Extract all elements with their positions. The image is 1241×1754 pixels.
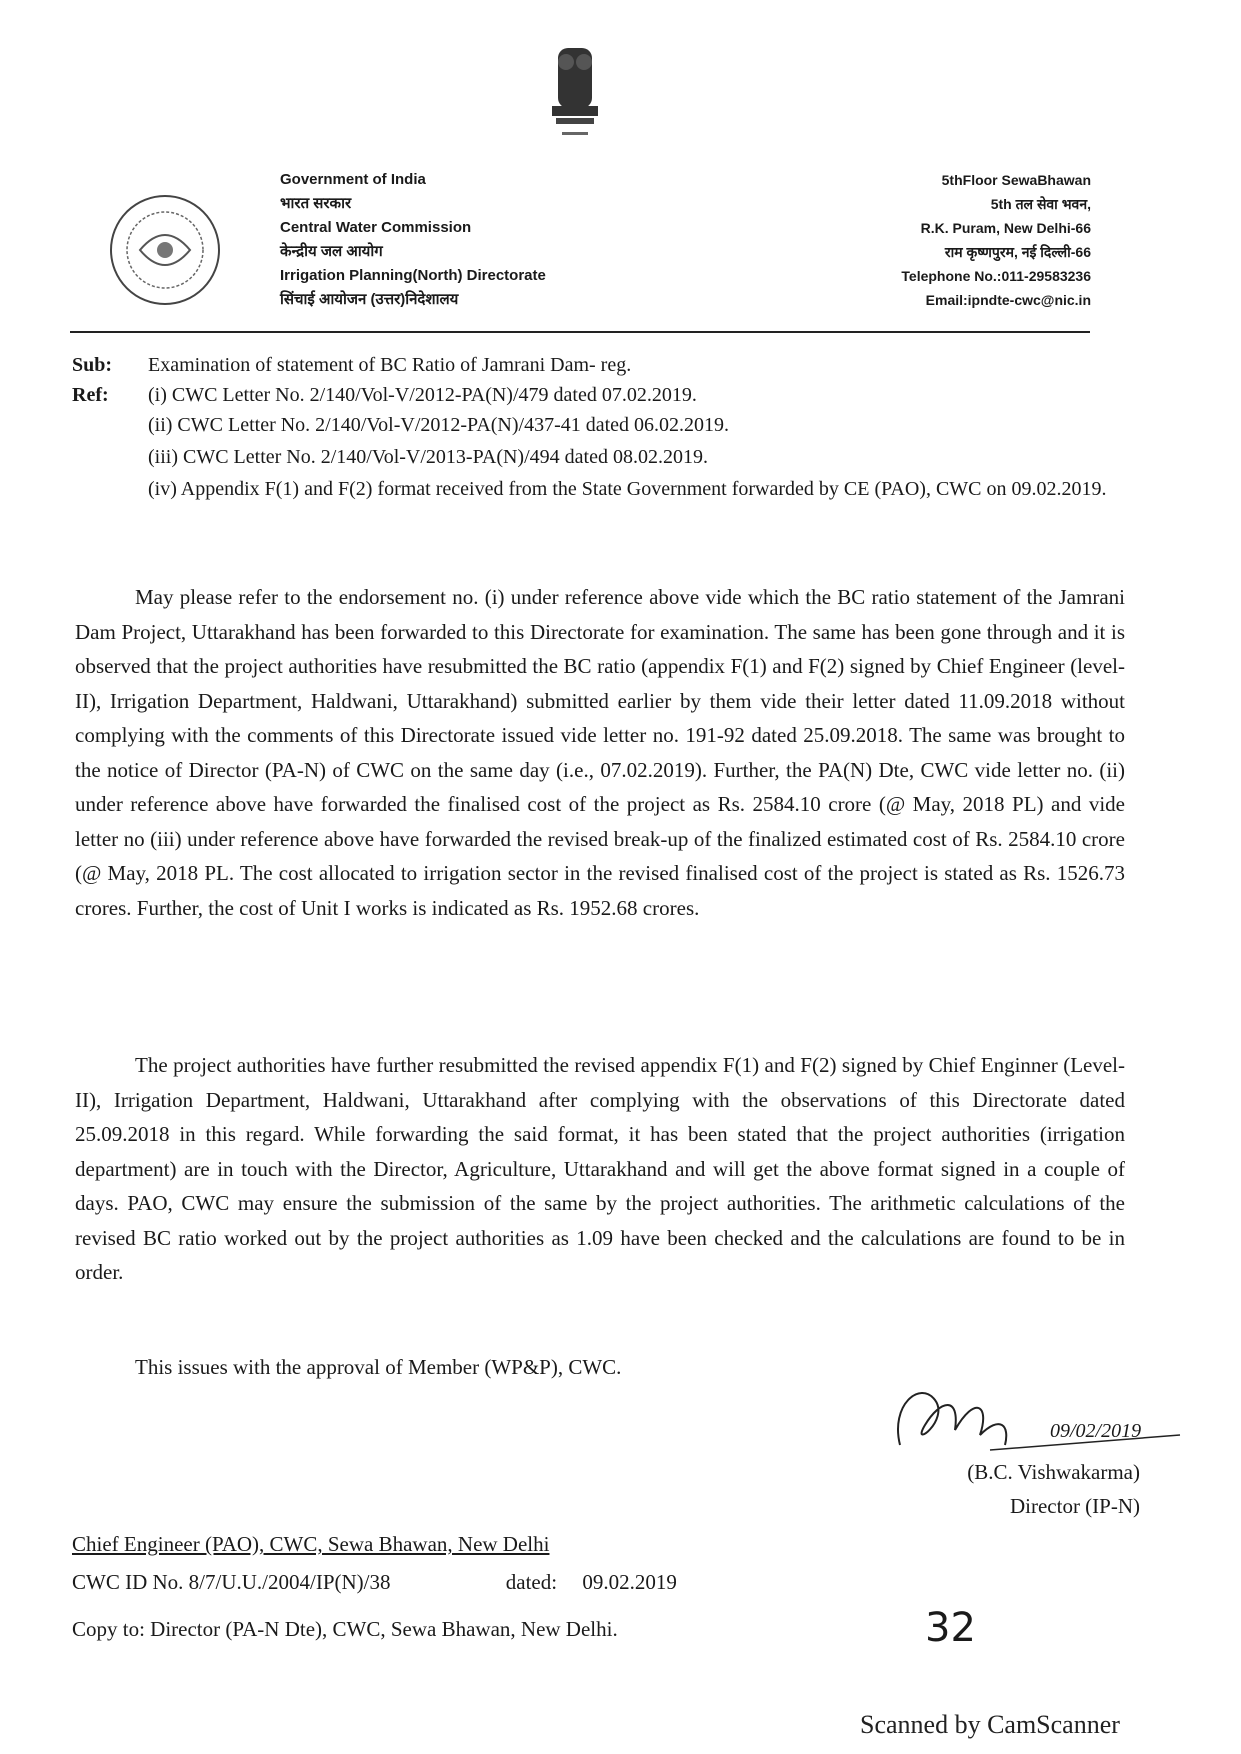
header-directorate-en: Irrigation Planning(North) Directorate bbox=[280, 267, 546, 284]
cwc-id-number: CWC ID No. 8/7/U.U./2004/IP(N)/38 bbox=[72, 1570, 391, 1594]
dated-label: dated: bbox=[505, 1570, 558, 1594]
subject-reference-block bbox=[72, 350, 1122, 506]
header-cwc-en: Central Water Commission bbox=[280, 219, 472, 236]
national-emblem-icon bbox=[540, 40, 610, 160]
cwc-seal-icon bbox=[100, 190, 230, 310]
page-number: 32 bbox=[925, 1605, 976, 1651]
header-left-block bbox=[280, 168, 546, 312]
header-right-block bbox=[901, 168, 1091, 312]
header-floor-hi: 5th तल सेवा भवन, bbox=[990, 196, 1091, 212]
subject-text: Examination of statement of BC Ratio of Jamrani Dam- reg. bbox=[148, 354, 632, 376]
header-address-hi: राम कृष्णपुरम, नई दिल्ली-66 bbox=[944, 244, 1091, 260]
signatory-block bbox=[915, 1455, 1140, 1523]
body-paragraph-2: The project authorities have further resubmitted the revised appendix F(1) and F(2) signed by Chief Enginner (Level-II), Irrigation Department, Haldwani, Uttarakhand after complying with the observations of this Directorate dated 25.09.2018 in this regard. While forwarding the said format, it has been stated that the project authorities (irrigation department) are in touch with the Director, Agriculture, Uttarakhand and will get the above format signed in a couple of days. PAO, CWC may ensure the submission of the same by the project authorities. The arithmetic calculations of the revised BC ratio worked out by the project authorities as 1.09 have been checked and the calculations are found to be in order. bbox=[75, 1053, 1125, 1284]
cwc-id-line bbox=[72, 1563, 677, 1601]
dated-value: 09.02.2019 bbox=[582, 1570, 677, 1594]
header-directorate-hi: सिंचाई आयोजन (उत्तर)निदेशालय bbox=[280, 291, 459, 308]
signatory-name: (B.C. Vishwakarma) bbox=[967, 1460, 1140, 1484]
header-gov-en: Government of India bbox=[280, 171, 426, 188]
subject-label: Sub: bbox=[72, 354, 113, 376]
reference-item-4: (iv) Appendix F(1) and F(2) format received from the State Government forwarded by CE (PAO), CWC on 09.02.2019. bbox=[148, 478, 1107, 500]
header-address-en: R.K. Puram, New Delhi-66 bbox=[920, 220, 1091, 236]
footer-block bbox=[72, 1525, 677, 1601]
header-divider bbox=[70, 331, 1090, 333]
header-cwc-hi: केन्द्रीय जल आयोग bbox=[280, 243, 383, 260]
subject-row bbox=[72, 350, 1122, 380]
copy-to-line: Copy to: Director (PA-N Dte), CWC, Sewa Bhawan, New Delhi. bbox=[72, 1617, 618, 1641]
signatory-designation: Director (IP-N) bbox=[1009, 1494, 1140, 1518]
header-email: Email:ipndte-cwc@nic.in bbox=[925, 292, 1091, 308]
reference-item-2: (ii) CWC Letter No. 2/140/Vol-V/2012-PA(N)/437-41 dated 06.02.2019. bbox=[148, 414, 730, 436]
reference-label: Ref: bbox=[72, 384, 109, 406]
header-telephone: Telephone No.:011-29583236 bbox=[901, 268, 1091, 284]
reference-item-3: (iii) CWC Letter No. 2/140/Vol-V/2013-PA(N)/494 dated 08.02.2019. bbox=[148, 446, 708, 468]
header-floor-en: 5thFloor SewaBhawan bbox=[941, 172, 1091, 188]
body-paragraph-1: May please refer to the endorsement no. (i) under reference above vide which the BC ratio statement of the Jamrani Dam Project, Uttarakhand has been forwarded to this Directorate for examination. The same has been gone through and it is observed that the project authorities have resubmitted the BC ratio (appendix F(1) and F(2) signed by Chief Engineer (level- II), Irrigation Department, Haldwani, Uttarakhand) submitted earlier by them vide their letter dated 11.09.2018 without complying with the comments of this Directorate issued vide letter no. 191-92 dated 25.09.2018. The same was brought to the notice of Director (PA-N) of CWC on the same day (i.e., 07.02.2019). Further, the PA(N) Dte, CWC vide letter no. (ii) under reference above have forwarded the finalised cost of the project as Rs. 2584.10 crore (@ May, 2018 PL) and vide letter no (iii) under reference above have forwarded the revised break-up of the finalized estimated cost of Rs. 2584.10 crore (@ May, 2018 PL. The cost allocated to irrigation sector in the revised finalised cost of the project is stated as Rs. 1526.73 crores. Further, the cost of Unit I works is indicated as Rs. 1952.68 crores. bbox=[75, 585, 1125, 920]
reference-row bbox=[72, 380, 1122, 410]
reference-list bbox=[148, 410, 1122, 504]
addressee-line: Chief Engineer (PAO), CWC, Sewa Bhawan, New Delhi bbox=[72, 1532, 550, 1556]
handwritten-date: 09/02/2019 bbox=[1050, 1420, 1142, 1442]
reference-item-1: (i) CWC Letter No. 2/140/Vol-V/2012-PA(N)/479 dated 07.02.2019. bbox=[148, 384, 697, 406]
header-gov-hi: भारत सरकार bbox=[280, 195, 352, 212]
scanner-watermark: Scanned by CamScanner bbox=[860, 1710, 1120, 1739]
body-paragraph-3: This issues with the approval of Member (WP&P), CWC. bbox=[135, 1355, 622, 1379]
handwritten-signature bbox=[880, 1375, 1210, 1465]
